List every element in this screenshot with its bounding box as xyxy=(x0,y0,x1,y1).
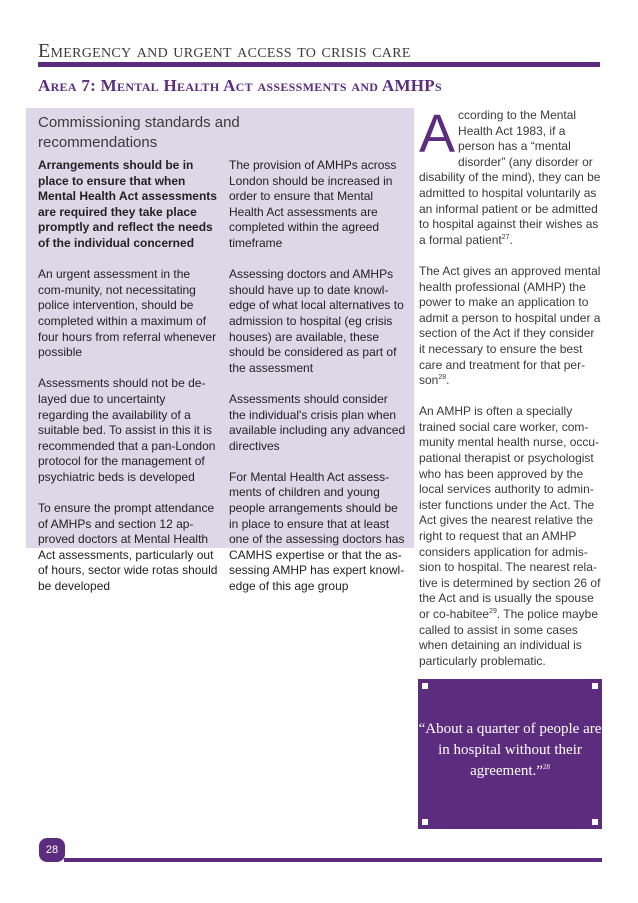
recommendation-paragraph: Assessments should not be de-layed due to uncertainty regarding the availability of a suitable bed. To assist in this it is recommended that a pan-London protocol for the management of psychiatric beds is developed xyxy=(38,376,216,484)
recommendation-paragraph: The provision of AMHPs across London should be increased in order to ensure that Mental Health Act assessments are completed within the agreed timeframe xyxy=(229,158,397,250)
corner-ornament xyxy=(422,683,428,689)
pull-quote xyxy=(418,719,602,782)
recommendations-column-right xyxy=(229,158,407,610)
pull-quote-box xyxy=(418,679,602,829)
corner-ornament xyxy=(422,819,428,825)
recommendation-paragraph: An urgent assessment in the com-munity, not necessitating police intervention, should be completed within a maximum of four hours from referral whenever possible xyxy=(38,267,217,360)
body-paragraph xyxy=(419,404,603,669)
footnote-ref: 28 xyxy=(438,374,447,382)
panel-title: Commissioning standards and recommendations xyxy=(38,114,240,151)
recommendation-paragraph: For Mental Health Act assess-ments of children and young people arrangements should be in place to ensure that at least one of the assessing doctors has CAMHS expertise or that the as-sessing AMHP has expert knowl-edge of this age group xyxy=(229,469,405,594)
footnote-ref: 29 xyxy=(489,608,497,615)
recommendation-paragraph: Assessments should consider the individual's crisis plan when available including any advanced directives xyxy=(229,391,406,453)
section-header: Emergency and urgent access to crisis care xyxy=(38,40,411,62)
footer-rule xyxy=(64,858,602,862)
body-text: The Act gives an approved mental health professional (AMHP) the power to make an application to admit a person to hospital under a section of the Act if they consider it necessary to ensure the best care and treatment for that per-son xyxy=(419,263,601,388)
body-text-end: . The police maybe called to assist in some cases when detaining an individual is particularly problematic. xyxy=(419,607,599,668)
body-text: An AMHP is often a specially trained social care worker, com-munity mental health nurse, occu-pational therapist or psychologist who has been approved by the local services authority to admin-ister functions under the Act. The Act gives the nearest relative the right to request that an AMHP considers application for admis-sion to hospital. The nearest rela-tive is determined by section 26 of the Act and is usually the spouse or co-habitee xyxy=(419,404,601,621)
pull-quote-text: “About a quarter of people are in hospital without their agreement.” xyxy=(418,721,602,779)
recommendation-paragraph: Assessing doctors and AMHPs should have up to date knowl-edge of what local alternatives to admission to hospital (eg crisis houses) are available, these should be considered as part of the assessment xyxy=(229,267,404,375)
body-text-column xyxy=(419,104,603,685)
body-text-end: . xyxy=(446,373,450,388)
header-rule xyxy=(38,62,600,67)
footnote-ref: 27 xyxy=(501,233,510,241)
recommendation-paragraph: To ensure the prompt attendance of AMHPs and section 12 ap-proved doctors at Mental Health Act assessments, particularly out of hours, sector wide rotas should be developed xyxy=(38,501,218,594)
area-title: Area 7: Mental Health Act assessments and AMHPs xyxy=(38,76,442,95)
corner-ornament xyxy=(592,819,598,825)
drop-cap: A xyxy=(419,104,456,164)
body-paragraph xyxy=(419,104,603,248)
body-paragraph xyxy=(419,264,603,389)
body-text-end: . xyxy=(509,232,513,247)
body-text: ccording to the Mental Health Act 1983, if a person has a “mental disorder” (any disorder or disability of the mind), they can be admitted to hospital voluntarily as an informal patient or be admitted to hospital against their wishes as a formal patient xyxy=(419,108,601,247)
recommendation-paragraph: Arrangements should be in place to ensure that when Mental Health Act assessments are required they take place promptly and reflect the needs of the individual concerned xyxy=(38,158,217,250)
recommendations-column-left xyxy=(38,158,218,610)
page-number: 28 xyxy=(39,838,65,862)
corner-ornament xyxy=(592,683,598,689)
footnote-ref: 28 xyxy=(542,763,550,771)
